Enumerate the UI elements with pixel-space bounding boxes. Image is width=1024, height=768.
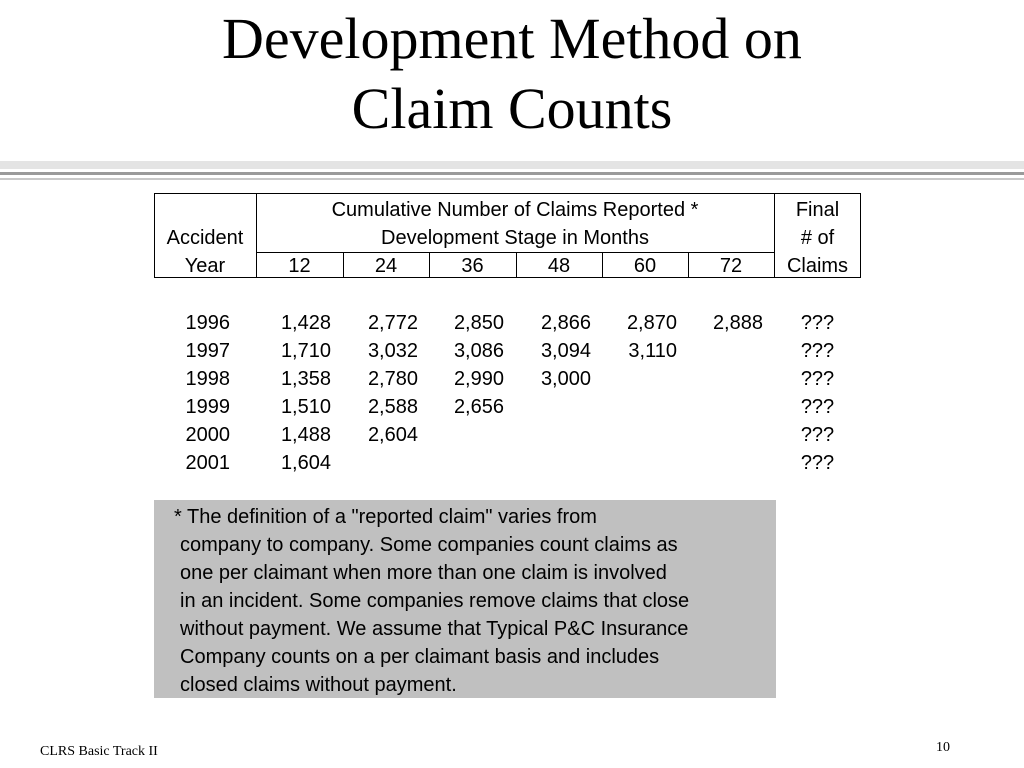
row-year: 1997 (185, 340, 230, 362)
footnote-line: Company counts on a per claimant basis and includes (180, 646, 660, 668)
row-value: 1,358 (280, 368, 331, 390)
title-line-2: Claim Counts (351, 76, 673, 141)
header-month: 60 (633, 255, 657, 277)
row-final: ??? (800, 396, 835, 418)
title-line-1: Development Method on (222, 6, 802, 71)
row-year: 2001 (185, 452, 230, 474)
header-span-line-1: Cumulative Number of Claims Reported * (331, 199, 699, 221)
row-year: 1998 (185, 368, 230, 390)
row-value: 2,772 (367, 312, 418, 334)
header-year: Year (184, 255, 226, 277)
header-month: 48 (547, 255, 571, 277)
header-month: 24 (374, 255, 398, 277)
slide-title (0, 4, 1024, 144)
row-final: ??? (800, 312, 835, 334)
row-value: 1,488 (280, 424, 331, 446)
row-final: ??? (800, 368, 835, 390)
footnote-line: closed claims without payment. (180, 674, 457, 696)
footnote-line: one per claimant when more than one claim is involved (180, 562, 667, 584)
row-value: 3,110 (628, 340, 677, 362)
row-value: 2,780 (367, 368, 418, 390)
row-value: 2,866 (540, 312, 591, 334)
footnote-line: without payment. We assume that Typical P&C Insurance (180, 618, 689, 640)
row-final: ??? (800, 340, 835, 362)
divider-rule-light (0, 161, 1024, 169)
row-value: 2,588 (367, 396, 418, 418)
row-value: 2,604 (367, 424, 418, 446)
row-value: 2,888 (712, 312, 763, 334)
header-month: 36 (461, 255, 484, 277)
header-final-line-3: Claims (786, 255, 849, 277)
row-year: 1996 (185, 312, 230, 334)
row-value: 1,510 (280, 396, 331, 418)
row-value: 3,094 (540, 340, 591, 362)
row-year: 1999 (185, 396, 230, 418)
row-value: 2,990 (453, 368, 504, 390)
row-value: 1,604 (280, 452, 331, 474)
header-month: 12 (288, 255, 311, 277)
row-final: ??? (800, 452, 835, 474)
row-value: 1,428 (280, 312, 331, 334)
row-value: 2,870 (626, 312, 677, 334)
row-value: 3,000 (540, 368, 591, 390)
footnote-line: company to company. Some companies count claims as (180, 534, 678, 556)
page-number: 10 (936, 740, 950, 755)
footnote-line: * The definition of a "reported claim" varies from (174, 506, 597, 528)
header-final-line-1: Final (795, 199, 840, 221)
row-value: 2,656 (453, 396, 504, 418)
header-final-line-2: # of (800, 227, 835, 249)
row-value: 3,032 (367, 340, 418, 362)
row-final: ??? (800, 424, 835, 446)
header-accident: Accident (166, 227, 244, 249)
divider-rule-thin (0, 178, 1024, 180)
row-year: 2000 (185, 424, 230, 446)
row-value: 1,710 (280, 340, 331, 362)
footnote-line: in an incident. Some companies remove claims that close (180, 590, 690, 612)
row-value: 2,850 (453, 312, 504, 334)
header-month: 72 (719, 255, 743, 277)
row-value: 3,086 (453, 340, 504, 362)
footnote-box (154, 500, 776, 698)
header-span-line-2: Development Stage in Months (381, 227, 649, 249)
footer-course-name: CLRS Basic Track II (40, 744, 158, 759)
divider-rule-dark (0, 172, 1024, 175)
